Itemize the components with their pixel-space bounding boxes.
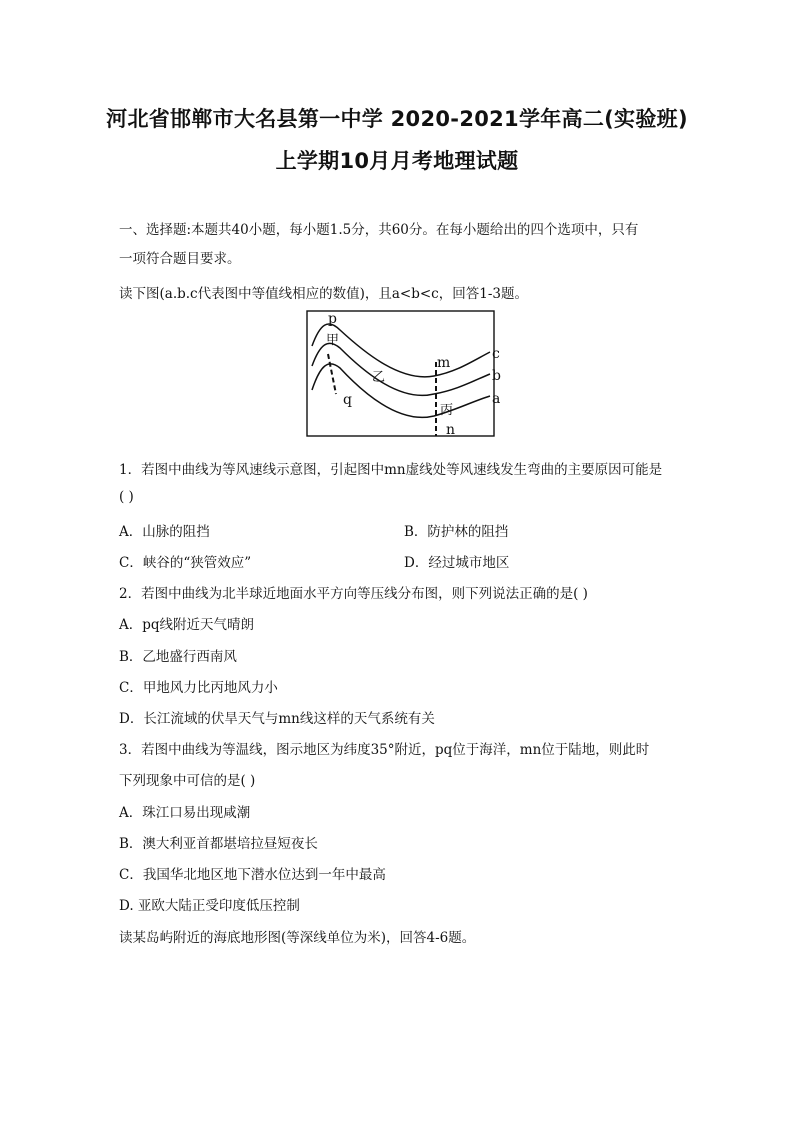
- label-bing: 丙: [440, 403, 454, 418]
- q1-stem-line1: 1．若图中曲线为等风速线示意图，引起图中mn虚线处等风速线发生弯曲的主要原因可能是: [119, 462, 663, 478]
- label-m: m: [437, 355, 451, 371]
- q3-option-c: C．我国华北地区地下潜水位达到一年中最高: [119, 867, 386, 883]
- q3-stem-line2: 下列现象中可信的是( ): [119, 773, 256, 789]
- q2-option-c: C．甲地风力比丙地风力小: [119, 680, 278, 696]
- label-n: n: [446, 422, 456, 438]
- label-a: a: [492, 391, 501, 407]
- paper-title-line1: 河北省邯郸市大名县第一中学 2020-2021学年高二(实验班): [106, 107, 688, 131]
- label-jia: 甲: [326, 333, 340, 348]
- q3-option-a: A．珠江口易出现咸潮: [119, 805, 251, 821]
- isoline-c: [312, 324, 490, 377]
- q2-option-a: A．pq线附近天气晴朗: [119, 617, 255, 633]
- q2-option-b: B．乙地盛行西南风: [119, 649, 237, 665]
- q3-stem-line1: 3．若图中曲线为等温线，图示地区为纬度35°附近，pq位于海洋，mn位于陆地，则此时: [119, 742, 650, 758]
- figure-frame: [307, 311, 494, 436]
- section-intro-line1: 一、选择题:本题共40小题，每小题1.5分，共60分。在每小题给出的四个选项中，只有: [119, 222, 639, 238]
- q3-option-d: D. 亚欧大陆正受印度低压控制: [119, 898, 300, 914]
- paper-title-line2: 上学期10月月考地理试题: [275, 149, 519, 173]
- read-instruction-2: 读某岛屿附近的海底地形图(等深线单位为米)，回答4-6题。: [119, 930, 476, 946]
- q1-option-a: A．山脉的阻挡: [119, 524, 210, 540]
- section-intro-line2: 一项符合题目要求。: [119, 251, 241, 267]
- isoline-diagram: [306, 310, 501, 438]
- isoline-figure: [306, 310, 501, 438]
- read-instruction-1: 读下图(a.b.c代表图中等值线相应的数值)，且a<b<c，回答1-3题。: [119, 286, 528, 302]
- label-yi: 乙: [372, 370, 386, 385]
- q2-option-d: D．长江流域的伏旱天气与mn线这样的天气系统有关: [119, 711, 435, 727]
- q3-option-b: B．澳大利亚首都堪培拉昼短夜长: [119, 836, 318, 852]
- label-c: c: [492, 346, 500, 362]
- q1-option-c: C．峡谷的“狭管效应”: [119, 555, 252, 571]
- label-q: q: [343, 392, 352, 408]
- q1-stem-line2: ( ): [119, 489, 134, 505]
- label-p: p: [328, 311, 337, 327]
- pq-dashed-line: [328, 354, 336, 394]
- q1-option-d: D．经过城市地区: [404, 555, 510, 571]
- label-b: b: [492, 368, 501, 384]
- q1-option-b: B．防护林的阻挡: [404, 524, 509, 540]
- isoline-b: [312, 343, 490, 395]
- q2-stem-line1: 2．若图中曲线为北半球近地面水平方向等压线分布图，则下列说法正确的是( ): [119, 586, 588, 602]
